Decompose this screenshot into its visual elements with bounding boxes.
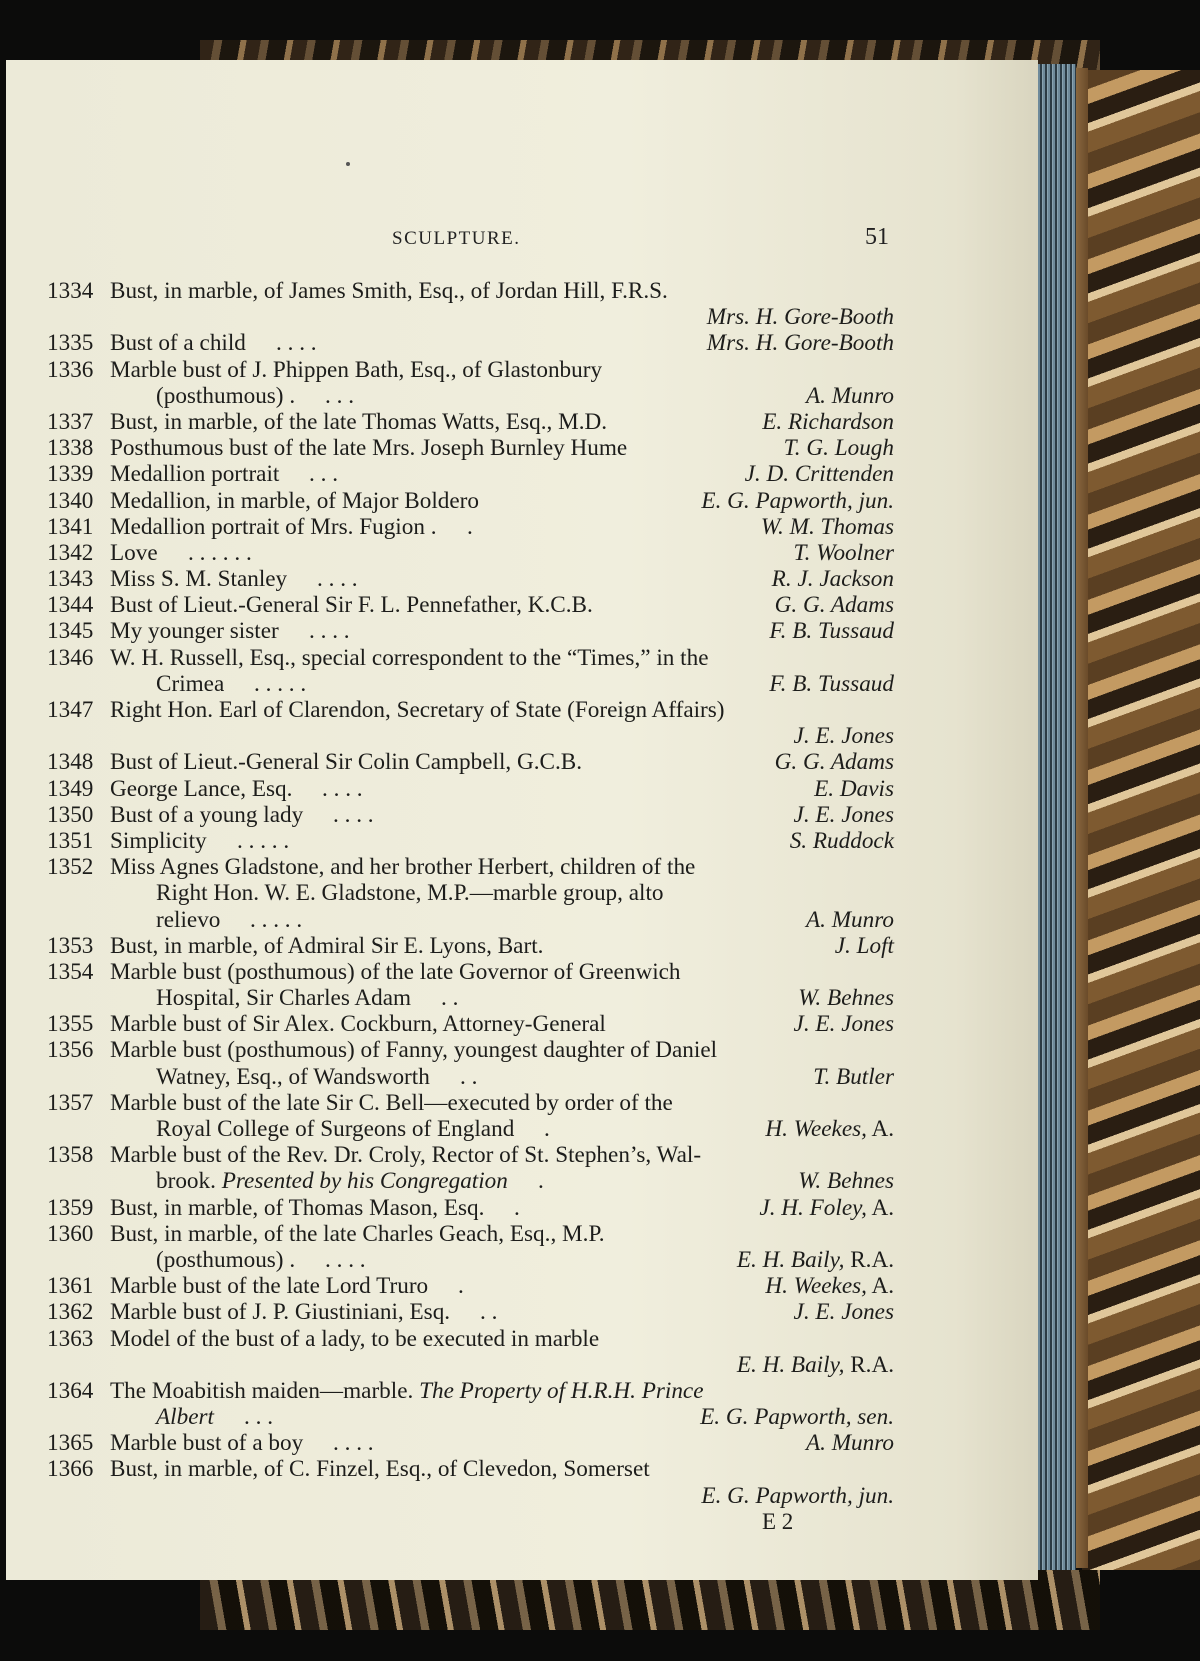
catalogue-line bbox=[6, 514, 1038, 540]
artist-name: J. E. Jones bbox=[793, 1299, 894, 1326]
catalogue-line bbox=[6, 1064, 1038, 1090]
catalogue-line bbox=[6, 1037, 1038, 1063]
entry-title: Marble bust of J. Phippen Bath, Esq., of Glastonbury bbox=[110, 356, 603, 383]
leader-dots: . . . . bbox=[322, 775, 363, 802]
entry-title-continued bbox=[156, 1404, 214, 1430]
artist-name: E. G. Papworth, sen. bbox=[700, 1404, 894, 1431]
artist-name: G. G. Adams bbox=[774, 592, 894, 619]
entry-number: 1335 bbox=[47, 330, 94, 357]
entry-number: 1353 bbox=[47, 932, 94, 959]
catalogue-line bbox=[6, 540, 1038, 566]
running-head bbox=[6, 224, 1038, 258]
book-page bbox=[6, 60, 1038, 1580]
catalogue-line bbox=[6, 330, 1038, 356]
entry-title-italic: The Property of H.R.H. Prince bbox=[419, 1377, 704, 1404]
artist-name: J. E. Jones bbox=[793, 723, 894, 750]
entry-title: Bust of a young lady bbox=[110, 801, 304, 828]
entry-title: Bust, in marble, of the late Charles Geach, Esq., M.P. bbox=[110, 1220, 605, 1247]
entry-number: 1362 bbox=[47, 1299, 94, 1326]
catalogue-line bbox=[6, 1509, 1038, 1535]
entry-number: 1341 bbox=[47, 513, 94, 540]
catalogue-line bbox=[6, 383, 1038, 409]
artist-name: E. Davis bbox=[814, 775, 894, 802]
entry-number: 1344 bbox=[47, 592, 94, 619]
entry-title: W. H. Russell, Esq., special correspondent to the “Times,” in the bbox=[110, 644, 709, 671]
artist-name: T. Butler bbox=[813, 1063, 894, 1090]
artist-name: J. D. Crittenden bbox=[744, 461, 894, 488]
catalogue-line bbox=[6, 645, 1038, 671]
entry-number: 1355 bbox=[47, 1011, 94, 1038]
catalogue-line bbox=[6, 488, 1038, 514]
catalogue-line bbox=[6, 1378, 1038, 1404]
artist-name: J. Loft bbox=[834, 932, 894, 959]
entry-number: 1343 bbox=[47, 566, 94, 593]
catalogue-line bbox=[6, 566, 1038, 592]
entry-title: Marble bust (posthumous) of Fanny, youngest daughter of Daniel bbox=[110, 1037, 718, 1064]
catalogue-line bbox=[6, 304, 1038, 330]
artist-name: A. Munro bbox=[805, 1430, 894, 1457]
catalogue-line bbox=[6, 828, 1038, 854]
catalogue-line bbox=[6, 907, 1038, 933]
artist-title: A. bbox=[866, 1116, 894, 1142]
entry-title-continued: (posthumous) . bbox=[156, 382, 296, 409]
leader-dots: . . . . . . bbox=[188, 539, 252, 566]
catalogue-line bbox=[6, 723, 1038, 749]
artist-name: S. Ruddock bbox=[789, 827, 894, 854]
entry-title-italic: Presented by his Congregation bbox=[221, 1168, 508, 1195]
artist-name: W. M. Thomas bbox=[760, 513, 894, 540]
entry-title: Bust, in marble, of Admiral Sir E. Lyons, Bart. bbox=[110, 932, 544, 959]
entry-number: 1354 bbox=[47, 958, 94, 985]
entry-title-continued: relievo bbox=[156, 906, 221, 933]
catalogue-line bbox=[6, 985, 1038, 1011]
catalogue-line bbox=[6, 1116, 1038, 1142]
entry-number: 1364 bbox=[47, 1377, 94, 1404]
catalogue-line bbox=[6, 802, 1038, 828]
catalogue-line bbox=[6, 1404, 1038, 1430]
entry-number: 1338 bbox=[47, 435, 94, 462]
entry-title-italic: Albert bbox=[156, 1404, 214, 1431]
entry-title: Bust, in marble, of James Smith, Esq., of Jordan Hill, F.R.S. bbox=[110, 278, 668, 304]
leader-dots: . . . . bbox=[325, 1246, 366, 1273]
artist-title: A. bbox=[866, 1273, 894, 1300]
entry-title-continued: (posthumous) . bbox=[156, 1246, 296, 1273]
catalogue-line bbox=[6, 592, 1038, 618]
catalogue-line bbox=[6, 1195, 1038, 1221]
catalogue-line bbox=[6, 1483, 1038, 1509]
leader-dots: . . . . bbox=[276, 330, 317, 357]
entry-title: Love bbox=[110, 539, 158, 566]
artist-name: E. G. Papworth, jun. bbox=[701, 1482, 894, 1509]
entry-number: 1360 bbox=[47, 1220, 94, 1247]
leader-dots: . bbox=[544, 1116, 550, 1142]
artist-name: H. Weekes, A. bbox=[765, 1116, 894, 1142]
artist-name: F. B. Tussaud bbox=[769, 670, 894, 697]
catalogue-line bbox=[6, 933, 1038, 959]
leader-dots: . bbox=[467, 513, 473, 540]
entry-number: 1358 bbox=[47, 1142, 94, 1169]
artist-title: R.A. bbox=[844, 1246, 894, 1273]
entry-number: 1347 bbox=[47, 697, 94, 723]
leader-dots: . . . . . bbox=[250, 906, 303, 933]
entry-title: Marble bust (posthumous) of the late Governor of Greenwich bbox=[110, 958, 681, 985]
catalogue-line bbox=[6, 749, 1038, 775]
entry-title: Bust of a child bbox=[110, 330, 246, 357]
entry-title-continued: Hospital, Sir Charles Adam bbox=[156, 985, 412, 1012]
catalogue-line bbox=[6, 1142, 1038, 1168]
catalogue-line bbox=[6, 1221, 1038, 1247]
entry-title-continued: Crimea bbox=[156, 670, 225, 697]
catalogue-line bbox=[6, 357, 1038, 383]
catalogue-line bbox=[6, 959, 1038, 985]
catalogue-line bbox=[6, 776, 1038, 802]
entry-number: 1334 bbox=[47, 278, 94, 304]
page-number: 51 bbox=[865, 224, 889, 250]
artist-name: G. G. Adams bbox=[774, 749, 894, 776]
artist-name: Mrs. H. Gore-Booth bbox=[706, 304, 894, 331]
catalogue-line bbox=[6, 1273, 1038, 1299]
entry-title: The Moabitish maiden—marble. The Property of H.R.H. Prince bbox=[110, 1377, 704, 1404]
entry-title: Marble bust of the late Lord Truro bbox=[110, 1273, 429, 1300]
entry-title: My younger sister bbox=[110, 618, 279, 645]
entry-title-continued: Right Hon. W. E. Gladstone, M.P.—marble group, alto bbox=[156, 880, 664, 907]
artist-title: R.A. bbox=[844, 1351, 894, 1378]
leader-dots: . . . bbox=[309, 461, 338, 488]
artist-name: E. H. Baily, R.A. bbox=[736, 1351, 894, 1378]
artist-name: J. E. Jones bbox=[793, 1011, 894, 1038]
entry-title: Bust, in marble, of Thomas Mason, Esq. bbox=[110, 1194, 485, 1221]
entry-number: 1356 bbox=[47, 1037, 94, 1064]
catalogue-line bbox=[6, 1456, 1038, 1482]
leader-dots: . . . bbox=[325, 382, 354, 409]
running-head-title: SCULPTURE. bbox=[392, 228, 521, 249]
entry-title: Bust, in marble, of the late Thomas Watts, Esq., M.D. bbox=[110, 408, 608, 435]
catalogue-line bbox=[6, 1299, 1038, 1325]
catalogue-line bbox=[6, 618, 1038, 644]
catalogue-line bbox=[6, 854, 1038, 880]
catalogue-line bbox=[6, 697, 1038, 723]
entry-number: 1359 bbox=[47, 1194, 94, 1221]
entry-title: Model of the bust of a lady, to be executed in marble bbox=[110, 1325, 600, 1352]
entry-title: Bust, in marble, of C. Finzel, Esq., of Clevedon, Somerset bbox=[110, 1456, 650, 1483]
signature-mark: E 2 bbox=[762, 1508, 794, 1534]
entry-title: Miss Agnes Gladstone, and her brother Herbert, children of the bbox=[110, 854, 696, 881]
leader-dots: . bbox=[514, 1194, 520, 1221]
entry-title: Marble bust of the Rev. Dr. Croly, Rector of St. Stephen’s, Wal- bbox=[110, 1142, 702, 1169]
artist-name: J. H. Foley, A. bbox=[759, 1194, 894, 1221]
entry-number: 1352 bbox=[47, 854, 94, 881]
entry-title: Miss S. M. Stanley bbox=[110, 566, 288, 593]
entry-title: Right Hon. Earl of Clarendon, Secretary of State (Foreign Affairs) bbox=[110, 697, 725, 723]
entry-title: Bust of Lieut.-General Sir F. L. Pennefather, K.C.B. bbox=[110, 592, 593, 619]
entry-title: Medallion portrait bbox=[110, 461, 280, 488]
leader-dots: . . . . . bbox=[254, 670, 307, 697]
entry-number: 1357 bbox=[47, 1089, 94, 1116]
leader-dots: . . . bbox=[244, 1404, 273, 1431]
sculpture-catalogue bbox=[6, 278, 1038, 1535]
catalogue-line bbox=[6, 1011, 1038, 1037]
entry-title: Bust of Lieut.-General Sir Colin Campbell, G.C.B. bbox=[110, 749, 583, 776]
entry-title: Marble bust of the late Sir C. Bell—executed by order of the bbox=[110, 1089, 673, 1116]
entry-number: 1350 bbox=[47, 801, 94, 828]
entry-title: Medallion, in marble, of Major Boldero bbox=[110, 487, 479, 514]
entry-number: 1345 bbox=[47, 618, 94, 645]
entry-title: George Lance, Esq. bbox=[110, 775, 293, 802]
entry-number: 1339 bbox=[47, 461, 94, 488]
artist-name: T. G. Lough bbox=[783, 435, 894, 462]
leader-dots: . . . . bbox=[333, 1430, 374, 1457]
artist-name: W. Behnes bbox=[798, 985, 894, 1012]
catalogue-line bbox=[6, 278, 1038, 304]
entry-title: Simplicity bbox=[110, 827, 207, 854]
leader-dots: . . . . bbox=[309, 618, 350, 645]
entry-number: 1363 bbox=[47, 1325, 94, 1352]
artist-name: H. Weekes, A. bbox=[765, 1273, 894, 1300]
entry-number: 1337 bbox=[47, 408, 94, 435]
artist-name: E. Richardson bbox=[762, 408, 894, 435]
catalogue-line bbox=[6, 409, 1038, 435]
catalogue-line bbox=[6, 461, 1038, 487]
entry-number: 1351 bbox=[47, 827, 94, 854]
entry-number: 1342 bbox=[47, 539, 94, 566]
leader-dots: . . . . . bbox=[237, 827, 290, 854]
entry-title-continued: Watney, Esq., of Wandsworth bbox=[156, 1063, 430, 1090]
artist-title: A. bbox=[866, 1194, 894, 1221]
leader-dots: . bbox=[458, 1273, 464, 1300]
entry-number: 1349 bbox=[47, 775, 94, 802]
leader-dots: . bbox=[538, 1168, 544, 1195]
entry-number: 1340 bbox=[47, 487, 94, 514]
artist-name: W. Behnes bbox=[798, 1168, 894, 1195]
catalogue-line bbox=[6, 1352, 1038, 1378]
entry-number: 1336 bbox=[47, 356, 94, 383]
artist-name: A. Munro bbox=[805, 382, 894, 409]
entry-number: 1348 bbox=[47, 749, 94, 776]
entry-number: 1346 bbox=[47, 644, 94, 671]
entry-title-continued: brook. Presented by his Congregation bbox=[156, 1168, 508, 1195]
artist-name: R. J. Jackson bbox=[771, 566, 894, 593]
leader-dots: . . bbox=[441, 985, 459, 1012]
entry-title: Posthumous bust of the late Mrs. Joseph Burnley Hume bbox=[110, 435, 628, 462]
marbled-board-right bbox=[1082, 70, 1200, 1570]
entry-title: Marble bust of a boy bbox=[110, 1430, 304, 1457]
artist-name: Mrs. H. Gore-Booth bbox=[706, 330, 894, 357]
entry-number: 1365 bbox=[47, 1430, 94, 1457]
entry-number: 1361 bbox=[47, 1273, 94, 1300]
catalogue-line bbox=[6, 1326, 1038, 1352]
catalogue-line bbox=[6, 435, 1038, 461]
artist-name: J. E. Jones bbox=[793, 801, 894, 828]
entry-title: Medallion portrait of Mrs. Fugion . bbox=[110, 513, 437, 540]
artist-name: T. Woolner bbox=[793, 539, 894, 566]
artist-name: A. Munro bbox=[805, 906, 894, 933]
catalogue-line bbox=[6, 1168, 1038, 1194]
catalogue-line bbox=[6, 1247, 1038, 1273]
catalogue-line bbox=[6, 671, 1038, 697]
artist-name: F. B. Tussaud bbox=[769, 618, 894, 645]
leader-dots: . . bbox=[480, 1299, 498, 1326]
leader-dots: . . . . bbox=[333, 801, 374, 828]
entry-title: Marble bust of J. P. Giustiniani, Esq. bbox=[110, 1299, 451, 1326]
leader-dots: . . . . bbox=[317, 566, 358, 593]
catalogue-line bbox=[6, 880, 1038, 906]
catalogue-line bbox=[6, 1430, 1038, 1456]
entry-number: 1366 bbox=[47, 1456, 94, 1483]
artist-name: E. G. Papworth, jun. bbox=[701, 487, 894, 514]
entry-title: Marble bust of Sir Alex. Cockburn, Attorney-General bbox=[110, 1011, 606, 1038]
entry-title-continued: Royal College of Surgeons of England bbox=[156, 1116, 515, 1142]
catalogue-line bbox=[6, 1090, 1038, 1116]
artist-name: E. H. Baily, R.A. bbox=[736, 1246, 894, 1273]
leader-dots: . . bbox=[460, 1063, 478, 1090]
ink-speck bbox=[346, 162, 350, 166]
